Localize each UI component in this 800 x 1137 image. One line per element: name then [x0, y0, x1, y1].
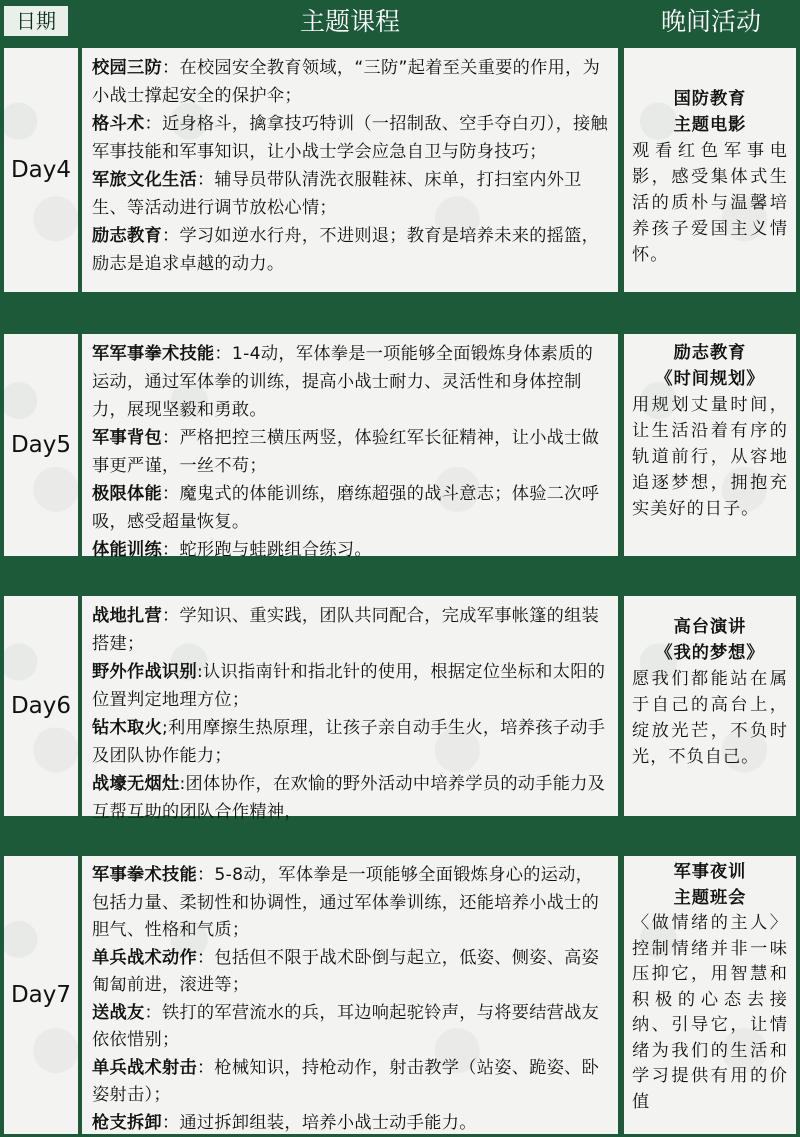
evening-body: 〈做情绪的主人〉控制情绪并非一味压抑它，用智慧和积极的心态去接纳、引导它，让情绪为我们的生活和学习提供有用的价值 — [632, 913, 788, 1112]
table-row — [0, 334, 800, 560]
item-text: ：辅导员带队清洗衣服鞋袜、床单，打扫室内外卫生、等活动进行调节放松心情； — [92, 170, 582, 218]
evening-body: 观看红色军事电影，感受集体式生活的质朴与温馨培养孩子爱国主义情怀。 — [632, 141, 788, 265]
item-title: 军军事拳术技能 — [92, 344, 215, 364]
header-main-course: 主题课程 — [299, 7, 400, 36]
item-text: :团体协作，在欢愉的野外活动中培养学员的动手能力及互帮互助的团队合作精神， — [92, 774, 606, 822]
table-row — [0, 856, 800, 1134]
item-text: ：严格把控三横压两竖，体验红军长征精神，让小战士做事更严谨，一丝不苟； — [92, 428, 600, 476]
table-header — [0, 0, 800, 44]
table-row — [0, 596, 800, 822]
day-label: Day6 — [4, 596, 78, 816]
evening-title: 励志教育 — [673, 343, 747, 363]
item-title: 体能训练 — [92, 540, 162, 560]
evening-cell — [624, 856, 796, 1134]
item-title: 格斗术 — [92, 114, 145, 134]
evening-title: 高台演讲 — [673, 617, 747, 637]
item-title: 单兵战术动作 — [92, 947, 197, 968]
item-title: 枪支拆卸 — [92, 1112, 162, 1133]
header-date: 日期 — [4, 6, 68, 36]
evening-title: 军事夜训 — [673, 862, 747, 882]
item-title: 军事背包 — [92, 428, 162, 448]
item-text: ：学习如逆水行舟，不进则退；教育是培养未来的摇篮，励志是追求卓越的动力。 — [92, 226, 600, 274]
item-title: 军事拳术技能 — [92, 865, 197, 885]
day-label: Day4 — [4, 48, 78, 292]
item-text: ：近身格斗，擒拿技巧特训（一招制敌、空手夺白刃），接触军事技能和军事知识，让小战士学会应急自卫与防身技巧； — [92, 114, 609, 162]
evening-cell — [624, 48, 796, 292]
item-title: 野外作战识别 — [92, 662, 197, 682]
item-text: ：蛇形跑与蛙跳组合练习。 — [161, 540, 372, 560]
day-label: Day5 — [4, 334, 78, 556]
evening-title: 国防教育 — [673, 89, 747, 109]
evening-subtitle: 《时间规划》 — [655, 369, 765, 389]
item-title: 极限体能 — [92, 484, 162, 504]
evening-body: 愿我们都能站在属于自己的高台上，绽放光芒，不负时光，不负自己。 — [632, 669, 788, 767]
item-text: ：5-8动，军体拳是一项能够全面锻炼身心的运动，包括力量、柔韧性和协调性，通过军体拳训练，还能培养小战士的胆气、性格和气质； — [92, 865, 600, 940]
evening-body: 用规划丈量时间，让生活沿着有序的轨道前行，从容地追逐梦想，拥抱充实美好的日子。 — [632, 395, 788, 519]
day-label: Day7 — [4, 856, 78, 1134]
item-text: ：魔鬼式的体能训练，磨练超强的战斗意志；体验二次呼吸，感受超量恢复。 — [92, 484, 600, 532]
header-evening-activity: 晚间活动 — [660, 7, 761, 36]
item-text: ：学知识、重实践，团队共同配合，完成军事帐篷的组装搭建； — [92, 606, 600, 654]
evening-cell — [624, 334, 796, 556]
main-course-cell — [82, 48, 618, 292]
table-row — [0, 48, 800, 292]
item-title: 战地扎营 — [92, 606, 162, 626]
evening-subtitle: 主题班会 — [673, 887, 747, 908]
item-title: 校园三防 — [92, 58, 162, 78]
item-title: 军旅文化生活 — [92, 170, 197, 190]
item-text: ：在校园安全教育领域，“三防”起着至关重要的作用，为小战士撑起安全的保护伞； — [92, 58, 601, 106]
main-course-cell — [82, 596, 618, 822]
item-text: ：铁打的军营流水的兵，耳边响起驼铃声，与将要结营战友依依惜别； — [92, 1002, 600, 1050]
main-course-cell — [82, 856, 618, 1134]
item-text: ;利用摩擦生热原理，让孩子亲自动手生火，培养孩子动手及团队协作能力； — [92, 718, 606, 766]
item-text: ：包括但不限于战术卧倒与起立，低姿、侧姿、高姿匍匐前进，滚进等； — [92, 947, 600, 995]
evening-cell — [624, 596, 796, 816]
item-text: ：1-4动，军体拳是一项能够全面锻炼身体素质的运动，通过军体拳的训练，提高小战士耐力、灵活性和身体控制力，展现坚毅和勇敢。 — [92, 344, 594, 420]
main-course-cell — [82, 334, 618, 560]
item-title: 钻木取火 — [92, 718, 162, 738]
item-text: ：通过拆卸组装，培养小战士动手能力。 — [161, 1112, 477, 1133]
evening-subtitle: 《我的梦想》 — [655, 643, 765, 663]
item-title: 励志教育 — [92, 226, 162, 246]
evening-subtitle: 主题电影 — [673, 115, 747, 135]
item-text: :认识指南针和指北针的使用，根据定位坐标和太阳的位置判定地理方位； — [92, 662, 606, 710]
item-title: 战壕无烟灶 — [92, 774, 180, 794]
item-title: 送战友 — [92, 1002, 145, 1023]
item-text: ：枪械知识，持枪动作，射击教学（站姿、跪姿、卧姿射击）； — [92, 1057, 600, 1105]
item-title: 单兵战术射击 — [92, 1057, 197, 1078]
